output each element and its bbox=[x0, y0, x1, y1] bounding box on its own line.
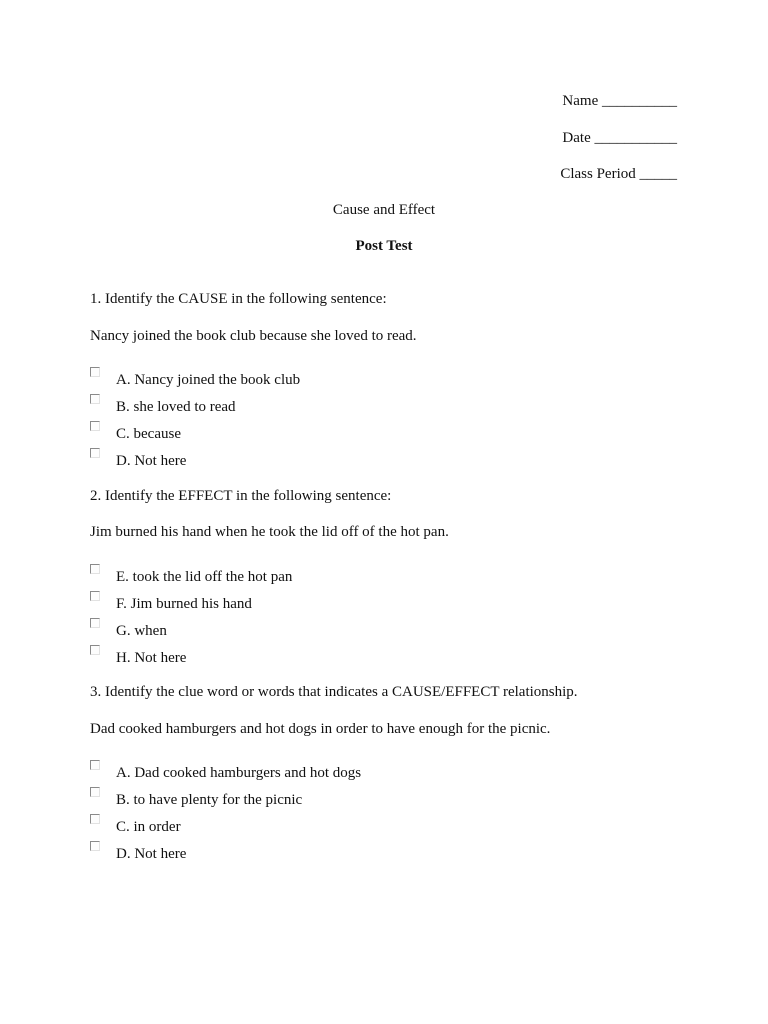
checkbox-icon[interactable] bbox=[90, 787, 100, 797]
checkbox-icon[interactable] bbox=[90, 814, 100, 824]
question-3-prompt: 3. Identify the clue word or words that indicates a CAUSE/EFFECT relationship. bbox=[90, 684, 578, 700]
checkbox-icon[interactable] bbox=[90, 591, 100, 601]
checkbox-icon[interactable] bbox=[90, 367, 100, 377]
checkbox-icon[interactable] bbox=[90, 448, 100, 458]
option-label: B. to have plenty for the picnic bbox=[116, 792, 303, 808]
question-2-sentence: Jim burned his hand when he took the lid off of the hot pan. bbox=[90, 524, 449, 540]
question-3-sentence: Dad cooked hamburgers and hot dogs in order to have enough for the picnic. bbox=[90, 721, 551, 737]
date-field: Date ___________ bbox=[562, 130, 677, 146]
question-2-prompt: 2. Identify the EFFECT in the following sentence: bbox=[90, 488, 392, 504]
option-label: H. Not here bbox=[116, 650, 187, 666]
checkbox-icon[interactable] bbox=[90, 645, 100, 655]
checkbox-icon[interactable] bbox=[90, 421, 100, 431]
option-label: E. took the lid off the hot pan bbox=[116, 569, 293, 585]
option-label: C. in order bbox=[116, 819, 181, 835]
option-label: A. Nancy joined the book club bbox=[116, 372, 301, 388]
question-1-sentence: Nancy joined the book club because she loved to read. bbox=[90, 328, 417, 344]
checkbox-icon[interactable] bbox=[90, 394, 100, 404]
option-label: A. Dad cooked hamburgers and hot dogs bbox=[116, 765, 362, 781]
checkbox-icon[interactable] bbox=[90, 760, 100, 770]
checkbox-icon[interactable] bbox=[90, 618, 100, 628]
option-label: B. she loved to read bbox=[116, 399, 236, 415]
option-label: D. Not here bbox=[116, 453, 187, 469]
name-field: Name __________ bbox=[562, 93, 677, 109]
page-subtitle: Post Test bbox=[355, 238, 413, 254]
page-title: Cause and Effect bbox=[332, 202, 436, 218]
option-label: D. Not here bbox=[116, 846, 187, 862]
checkbox-icon[interactable] bbox=[90, 564, 100, 574]
question-1-prompt: 1. Identify the CAUSE in the following sentence: bbox=[90, 291, 387, 307]
class-period-field: Class Period _____ bbox=[560, 166, 677, 182]
option-label: G. when bbox=[116, 623, 167, 639]
checkbox-icon[interactable] bbox=[90, 841, 100, 851]
option-label: C. because bbox=[116, 426, 181, 442]
option-label: F. Jim burned his hand bbox=[116, 596, 252, 612]
